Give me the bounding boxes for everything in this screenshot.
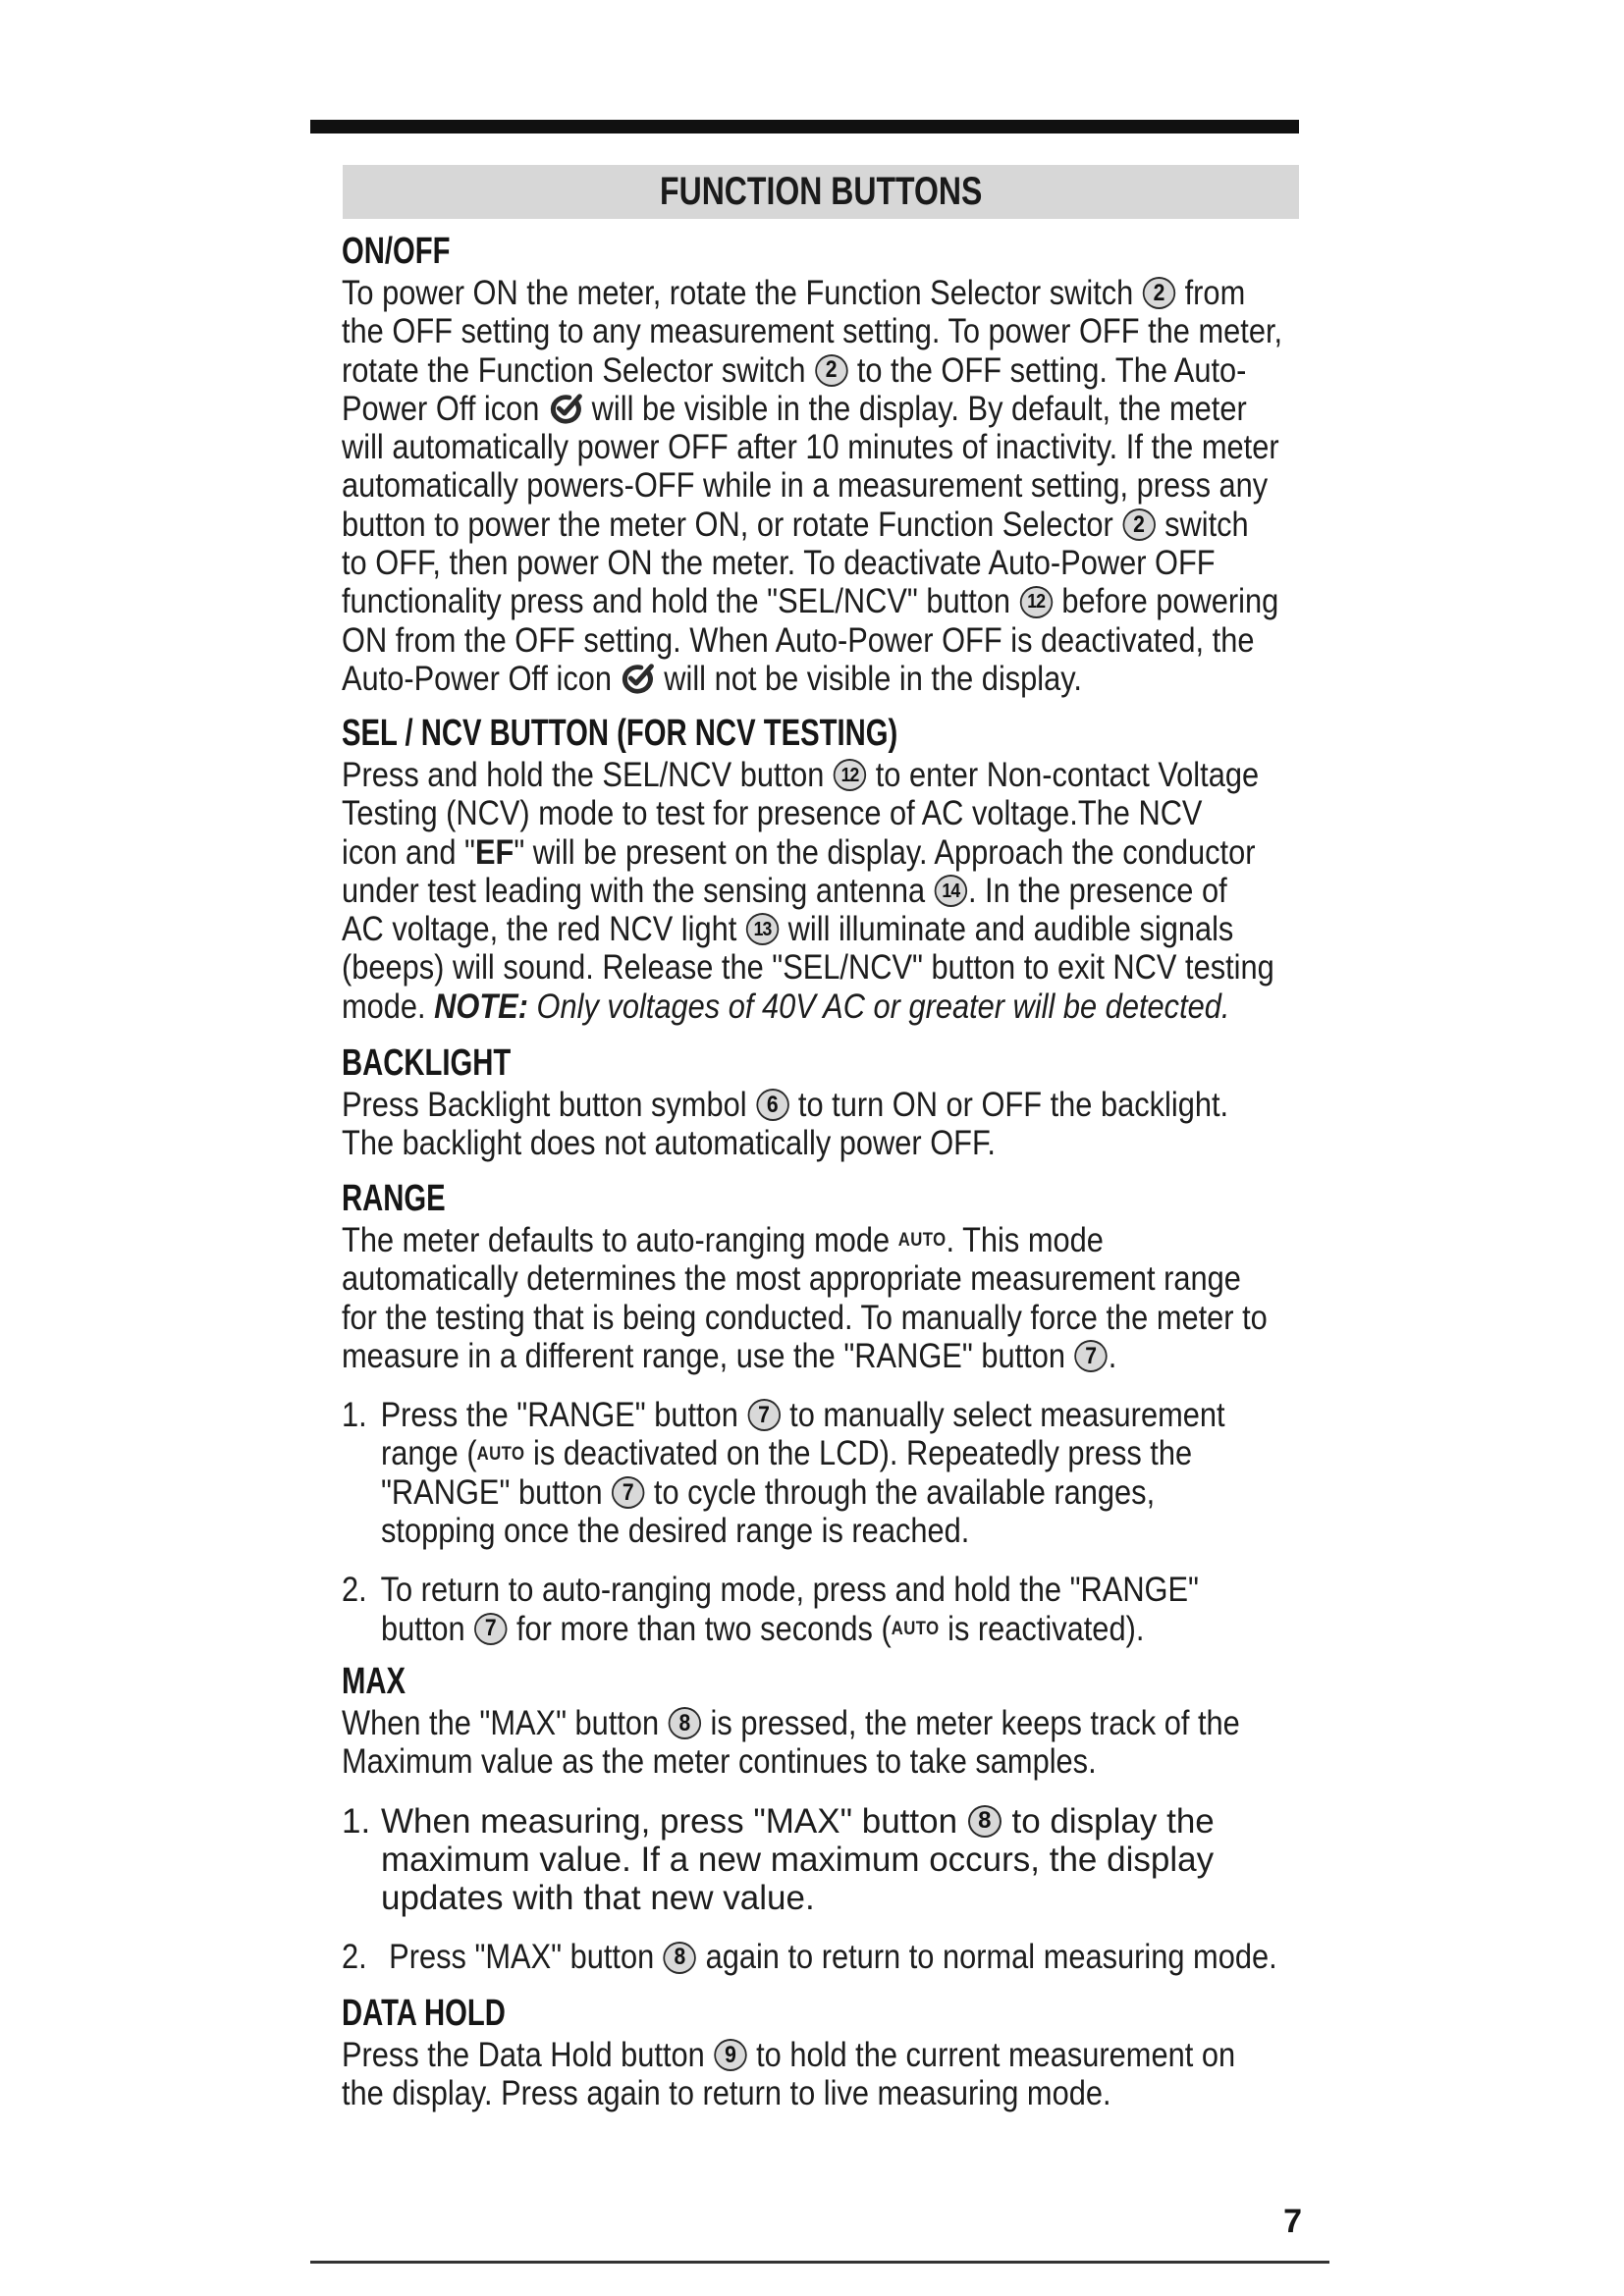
text-line bbox=[342, 1298, 1268, 1337]
section-body bbox=[342, 1704, 1299, 1977]
auto-indicator-icon: AUTO bbox=[891, 1618, 940, 1639]
text-line bbox=[342, 312, 1283, 351]
text-run: To return to auto-ranging mode, press and hold the "RANGE" bbox=[380, 1571, 1200, 1610]
auto-power-off-icon bbox=[548, 392, 583, 425]
page-title: FUNCTION BUTTONS bbox=[659, 170, 983, 213]
text-run: Press the "RANGE" button bbox=[380, 1396, 747, 1435]
text-line bbox=[342, 1938, 1277, 1977]
section-heading: RANGE bbox=[342, 1178, 446, 1219]
text-line bbox=[342, 1337, 1184, 1375]
section-body bbox=[342, 1221, 1299, 1648]
text-run: to OFF, then power ON the meter. To deactivate Auto-Power OFF bbox=[342, 544, 1216, 583]
text-line bbox=[342, 1704, 1240, 1742]
text-line bbox=[342, 1221, 1184, 1259]
text-line bbox=[381, 1879, 1299, 1917]
paragraph bbox=[342, 1704, 1299, 1782]
text-run: to hold the current measurement on bbox=[747, 2036, 1236, 2074]
text-run: measure in a different range, use the "RANGE" button bbox=[342, 1336, 1074, 1375]
text-line bbox=[381, 1841, 1299, 1879]
section-heading: DATA HOLD bbox=[342, 1993, 506, 2034]
text-run: to turn ON or OFF the backlight. bbox=[789, 1086, 1229, 1124]
text-line bbox=[342, 948, 1274, 988]
text-line bbox=[342, 389, 1247, 428]
text-run: mode. bbox=[342, 987, 435, 1026]
text-line bbox=[342, 1086, 1229, 1124]
note-text: Only voltages of 40V AC or greater will be detected. bbox=[527, 987, 1230, 1026]
callout-2-icon: 2 bbox=[815, 354, 847, 387]
callout-13-icon: 13 bbox=[746, 913, 779, 945]
section-heading: BACKLIGHT bbox=[342, 1042, 512, 1084]
section-body bbox=[342, 2036, 1299, 2113]
text-line bbox=[342, 505, 1249, 544]
text-line bbox=[342, 1571, 1200, 1610]
text-run: button bbox=[381, 1609, 474, 1648]
text-run: again to return to normal measuring mode. bbox=[697, 1938, 1277, 1977]
text-line bbox=[381, 1434, 1193, 1473]
text-run: the OFF setting to any measurement setting. To power OFF the meter, bbox=[342, 312, 1283, 351]
paragraph bbox=[342, 756, 1299, 1026]
text-run: When the "MAX" button bbox=[342, 1704, 668, 1742]
text-run: stopping once the desired range is reached. bbox=[381, 1512, 970, 1551]
text-run: to the OFF setting. The Auto- bbox=[848, 350, 1247, 390]
text-line bbox=[342, 871, 1227, 910]
text-run: will automatically power OFF after 10 minutes of inactivity. If the meter bbox=[342, 428, 1279, 467]
text-run: maximum value. If a new maximum occurs, the display bbox=[381, 1840, 1215, 1879]
text-run: The backlight does not automatically power OFF. bbox=[342, 1124, 996, 1163]
text-run: will be visible in the display. By default, the meter bbox=[583, 389, 1247, 428]
text-line bbox=[342, 544, 1216, 583]
callout-7-icon: 7 bbox=[747, 1399, 780, 1431]
text-run: is pressed, the meter keeps track of the bbox=[701, 1704, 1240, 1742]
text-run: to display the bbox=[1001, 1801, 1215, 1841]
text-run: is reactivated). bbox=[939, 1609, 1145, 1648]
callout-7-icon: 7 bbox=[612, 1476, 644, 1509]
text-line bbox=[342, 756, 1260, 794]
callout-7-icon: 7 bbox=[1074, 1340, 1107, 1372]
paragraph bbox=[342, 1086, 1299, 1163]
list-number: 1. bbox=[342, 1396, 367, 1435]
section-on-off bbox=[342, 229, 1299, 698]
text-run: Press Backlight button symbol bbox=[342, 1086, 756, 1124]
text-line bbox=[342, 350, 1247, 390]
text-run: Maximum value as the meter continues to take samples. bbox=[342, 1742, 1097, 1782]
text-run: Press and hold the SEL/NCV button bbox=[342, 756, 833, 794]
text-run: is deactivated on the LCD). Repeatedly press the bbox=[524, 1434, 1193, 1473]
text-run: rotate the Function Selector switch bbox=[342, 350, 815, 390]
callout-14-icon: 14 bbox=[935, 875, 967, 907]
section-range bbox=[342, 1176, 1299, 1648]
section-heading: ON/OFF bbox=[342, 231, 451, 272]
paragraph bbox=[342, 2036, 1299, 2113]
section-data-hold bbox=[342, 1991, 1299, 2113]
text-run: Press "MAX" button bbox=[380, 1938, 663, 1977]
text-run: button to power the meter ON, or rotate Function Selector bbox=[342, 505, 1122, 544]
section-body bbox=[342, 274, 1299, 698]
text-line bbox=[342, 274, 1246, 312]
callout-8-icon: 8 bbox=[669, 1707, 701, 1739]
callout-2-icon: 2 bbox=[1122, 508, 1155, 541]
text-line bbox=[342, 1802, 1299, 1841]
text-line bbox=[342, 987, 1230, 1026]
text-line bbox=[342, 1124, 1184, 1162]
text-run: automatically determines the most appropriate measurement range bbox=[342, 1259, 1241, 1299]
auto-indicator-icon: AUTO bbox=[897, 1230, 947, 1252]
text-line bbox=[342, 620, 1255, 660]
top-rule bbox=[310, 120, 1299, 133]
callout-12-icon: 12 bbox=[1019, 586, 1052, 618]
text-run: before powering bbox=[1053, 582, 1279, 621]
text-run: under test leading with the sensing antenna bbox=[342, 871, 934, 910]
list-number: 2. bbox=[342, 1571, 367, 1610]
text-run: updates with that new value. bbox=[381, 1879, 815, 1918]
text-line bbox=[342, 582, 1279, 621]
text-line bbox=[342, 2074, 1184, 2112]
paragraph bbox=[342, 274, 1299, 698]
text-run: automatically powers-OFF while in a measurement setting, press any bbox=[342, 466, 1269, 506]
text-run: . In the presence of bbox=[967, 871, 1227, 910]
text-line bbox=[342, 466, 1269, 506]
text-run: for the testing that is being conducted. To manually force the meter to bbox=[342, 1298, 1268, 1337]
section-body bbox=[342, 756, 1299, 1026]
callout-6-icon: 6 bbox=[756, 1089, 788, 1121]
page-number: 7 bbox=[1283, 2203, 1302, 2240]
text-run: functionality press and hold the "SEL/NCV" button bbox=[342, 582, 1019, 621]
text-run: The meter defaults to auto-ranging mode bbox=[342, 1221, 898, 1259]
auto-power-off-icon bbox=[621, 662, 656, 695]
text-run: will not be visible in the display. bbox=[655, 659, 1082, 698]
auto-indicator-icon: AUTO bbox=[476, 1443, 525, 1465]
numbered-item bbox=[342, 1571, 1299, 1648]
section-backlight bbox=[342, 1041, 1299, 1163]
text-line bbox=[342, 660, 1184, 698]
numbered-item bbox=[342, 1396, 1299, 1550]
text-line bbox=[381, 1610, 1189, 1648]
numbered-item bbox=[342, 1938, 1299, 1976]
callout-8-icon: 8 bbox=[968, 1805, 1001, 1838]
section-body bbox=[342, 1086, 1299, 1163]
list-number: 1. bbox=[342, 1801, 371, 1841]
text-line bbox=[342, 2036, 1236, 2074]
text-run: for more than two seconds ( bbox=[508, 1609, 892, 1648]
text-run: When measuring, press "MAX" button bbox=[381, 1801, 967, 1841]
text-run: "RANGE" button bbox=[381, 1472, 612, 1512]
callout-9-icon: 9 bbox=[714, 2039, 746, 2071]
text-run: to manually select measurement bbox=[781, 1396, 1225, 1435]
text-run: ON from the OFF setting. When Auto-Power OFF is deactivated, the bbox=[342, 620, 1255, 660]
text-line bbox=[342, 794, 1203, 833]
text-line bbox=[381, 1473, 1189, 1512]
text-run: . This mode bbox=[946, 1221, 1104, 1259]
text-run: " will be present on the display. Approach the conductor bbox=[514, 832, 1256, 872]
text-run: from bbox=[1176, 274, 1246, 312]
text-run: will illuminate and audible signals bbox=[780, 910, 1234, 949]
text-line bbox=[381, 1512, 1189, 1550]
text-run: . bbox=[1108, 1336, 1117, 1375]
text-run: Press the Data Hold button bbox=[342, 2036, 714, 2074]
bold-text: EF bbox=[474, 832, 514, 872]
text-run: to cycle through the available ranges, bbox=[645, 1472, 1156, 1512]
text-run: To power ON the meter, rotate the Function Selector switch bbox=[342, 274, 1142, 312]
callout-8-icon: 8 bbox=[664, 1942, 696, 1974]
text-run: Power Off icon bbox=[342, 389, 549, 428]
text-line bbox=[342, 910, 1234, 949]
text-run: the display. Press again to return to live measuring mode. bbox=[342, 2074, 1111, 2113]
text-run: Testing (NCV) mode to test for presence of AC voltage.The NCV bbox=[342, 794, 1203, 833]
callout-7-icon: 7 bbox=[474, 1613, 507, 1645]
text-line bbox=[342, 832, 1256, 872]
callout-12-icon: 12 bbox=[834, 759, 866, 791]
text-line bbox=[342, 1742, 1184, 1781]
text-line bbox=[342, 428, 1279, 467]
callout-2-icon: 2 bbox=[1143, 277, 1175, 309]
text-run: icon and " bbox=[342, 832, 475, 872]
text-run: switch bbox=[1156, 505, 1249, 544]
text-run: Auto-Power Off icon bbox=[342, 659, 621, 698]
section-sel-ncv bbox=[342, 711, 1299, 1026]
text-line bbox=[342, 1259, 1241, 1299]
numbered-item bbox=[342, 1802, 1299, 1918]
paragraph bbox=[342, 1221, 1299, 1375]
text-run: (beeps) will sound. Release the "SEL/NCV" button to exit NCV testing bbox=[342, 948, 1274, 988]
text-run: AC voltage, the red NCV light bbox=[342, 910, 745, 949]
text-line bbox=[342, 1396, 1225, 1435]
section-max bbox=[342, 1659, 1299, 1977]
note-label: NOTE: bbox=[434, 987, 528, 1026]
text-run: to enter Non-contact Voltage bbox=[867, 756, 1260, 794]
section-heading: MAX bbox=[342, 1661, 406, 1702]
title-band bbox=[343, 165, 1299, 219]
list-number: 2. bbox=[342, 1938, 367, 1977]
section-heading: SEL / NCV BUTTON (FOR NCV TESTING) bbox=[342, 713, 898, 754]
text-run: range ( bbox=[381, 1434, 477, 1473]
bottom-rule bbox=[310, 2261, 1329, 2264]
